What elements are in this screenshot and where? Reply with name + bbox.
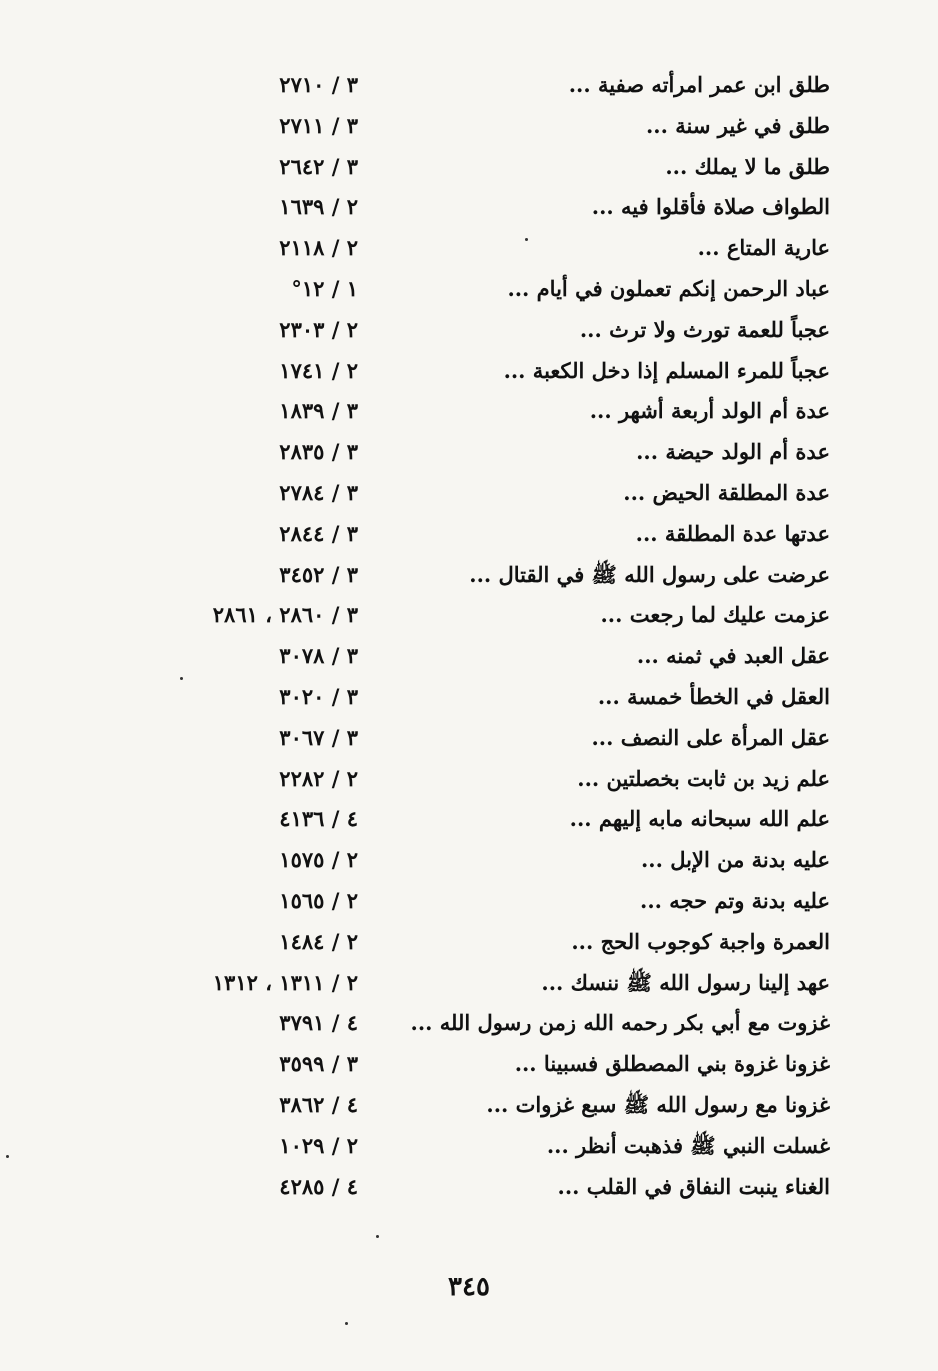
scan-speck (180, 677, 183, 680)
entry-reference: ١ / ١٢° (291, 275, 358, 301)
entry-title: طلق ما لا يملك ... (665, 153, 830, 179)
index-entry (0, 841, 938, 882)
entry-title: عليه بدنة من الإبل ... (640, 847, 830, 873)
entry-reference: ٢ / ١٥٧٥ (279, 847, 358, 873)
entry-reference: ٢ / ١٣١١ ، ١٣١٢ (212, 969, 358, 995)
entry-title: عهد إلينا رسول الله ﷺ ننسك ... (541, 969, 830, 995)
index-entry (0, 556, 938, 597)
entry-title: طلق ابن عمر امرأته صفية ... (568, 72, 830, 97)
entry-title: عدة المطلقة الحيض ... (623, 479, 830, 505)
entry-reference: ٣ / ٢٨٤٤ (279, 520, 358, 546)
entry-title: علم زيد بن ثابت بخصلتين ... (577, 765, 830, 791)
index-entries (0, 66, 938, 1208)
entry-reference: ٢ / ٢١١٨ (279, 235, 358, 261)
entry-reference: ٣ / ٣٥٩٩ (279, 1051, 358, 1077)
index-entry (0, 515, 938, 556)
entry-title: الغناء ينبت النفاق في القلب ... (557, 1173, 830, 1199)
entry-reference: ٣ / ٣٠٦٧ (279, 724, 358, 750)
entry-reference: ٣ / ٢٦٤٢ (279, 153, 358, 179)
entry-reference: ٣ / ٢٨٦٠ ، ٢٨٦١ (212, 602, 358, 628)
entry-reference: ٣ / ٢٧١١ (279, 112, 358, 138)
entry-title: عباد الرحمن إنكم تعملون في أيام ... (507, 275, 830, 301)
entry-title: عليه بدنة وتم حجه ... (640, 887, 830, 913)
index-entry (0, 148, 938, 189)
scan-speck (6, 1155, 9, 1158)
scan-speck (525, 238, 528, 241)
index-entry (0, 800, 938, 841)
index-entry (0, 270, 938, 311)
entry-title: الطواف صلاة فأقلوا فيه ... (591, 194, 830, 220)
index-entry (0, 882, 938, 923)
index-entry (0, 1127, 938, 1168)
index-entry (0, 923, 938, 964)
index-entry (0, 229, 938, 270)
entry-title: علم الله سبحانه مابه إليهم ... (569, 806, 830, 832)
entry-title: عدة أم الولد حيضة ... (636, 439, 830, 465)
entry-title: عرضت على رسول الله ﷺ في القتال ... (469, 561, 830, 587)
index-entry (0, 66, 938, 107)
index-entry (0, 596, 938, 637)
index-entry (0, 352, 938, 393)
index-entry (0, 1168, 938, 1209)
entry-reference: ٢ / ١٦٣٩ (279, 194, 358, 220)
entry-title: عدتها عدة المطلقة ... (635, 520, 830, 546)
entry-reference: ٢ / ١٤٨٤ (279, 928, 358, 954)
entry-reference: ٣ / ٣٠٧٨ (279, 643, 358, 669)
entry-title: غزونا مع رسول الله ﷺ سبع غزوات ... (486, 1091, 830, 1117)
index-entry (0, 637, 938, 678)
index-entry (0, 1045, 938, 1086)
entry-title: عجباً للمرء المسلم إذا دخل الكعبة ... (503, 357, 830, 383)
index-entry (0, 311, 938, 352)
entry-reference: ٤ / ٣٨٦٢ (279, 1091, 358, 1117)
entry-title: عقل المرأة على النصف ... (591, 724, 830, 750)
index-entry (0, 392, 938, 433)
index-entry (0, 1004, 938, 1045)
page-number: ٣٤٥ (448, 1272, 490, 1302)
scan-speck (345, 1322, 348, 1325)
entry-reference: ٣ / ٢٧٨٤ (279, 479, 358, 505)
entry-reference: ٢ / ١٥٦٥ (279, 887, 358, 913)
entry-title: عدة أم الولد أربعة أشهر ... (589, 398, 830, 424)
index-entry (0, 188, 938, 229)
entry-title: غزوت مع أبي بكر رحمه الله زمن رسول الله ... (410, 1010, 830, 1036)
index-entry (0, 1086, 938, 1127)
scan-speck (376, 1235, 379, 1238)
entry-title: عارية المتاع ... (697, 235, 830, 261)
entry-reference: ٢ / ٢٢٨٢ (279, 765, 358, 791)
entry-reference: ٢ / ١٧٤١ (279, 357, 358, 383)
index-entry (0, 719, 938, 760)
entry-title: العمرة واجبة كوجوب الحج ... (571, 928, 830, 954)
entry-reference: ٣ / ٣٠٢٠ (279, 683, 358, 709)
entry-reference: ٤ / ٤١٣٦ (279, 806, 358, 832)
entry-title: غزونا غزوة بني المصطلق فسبينا ... (514, 1051, 830, 1077)
index-entry (0, 433, 938, 474)
index-entry (0, 474, 938, 515)
entry-reference: ٢ / ١٠٢٩ (279, 1132, 358, 1158)
entry-title: عقل العبد في ثمنه ... (636, 643, 830, 669)
entry-title: غسلت النبي ﷺ فذهبت أنظر ... (546, 1132, 830, 1158)
entry-reference: ٣ / ١٨٣٩ (279, 398, 358, 424)
entry-title: العقل في الخطأ خمسة ... (597, 683, 830, 709)
index-entry (0, 107, 938, 148)
entry-reference: ٢ / ٢٣٠٣ (279, 316, 358, 342)
entry-title: عزمت عليك لما رجعت ... (600, 602, 830, 628)
entry-reference: ٣ / ٢٧١٠ (279, 72, 358, 97)
index-entry (0, 964, 938, 1005)
entry-reference: ٣ / ٣٤٥٢ (279, 561, 358, 587)
entry-reference: ٤ / ٣٧٩١ (279, 1010, 358, 1036)
entry-reference: ٤ / ٤٢٨٥ (279, 1173, 358, 1199)
entry-title: طلق في غير سنة ... (646, 112, 830, 138)
index-entry (0, 678, 938, 719)
entry-reference: ٣ / ٢٨٣٥ (279, 439, 358, 465)
entry-title: عجباً للعمة تورث ولا ترث ... (579, 316, 830, 342)
index-entry (0, 760, 938, 801)
